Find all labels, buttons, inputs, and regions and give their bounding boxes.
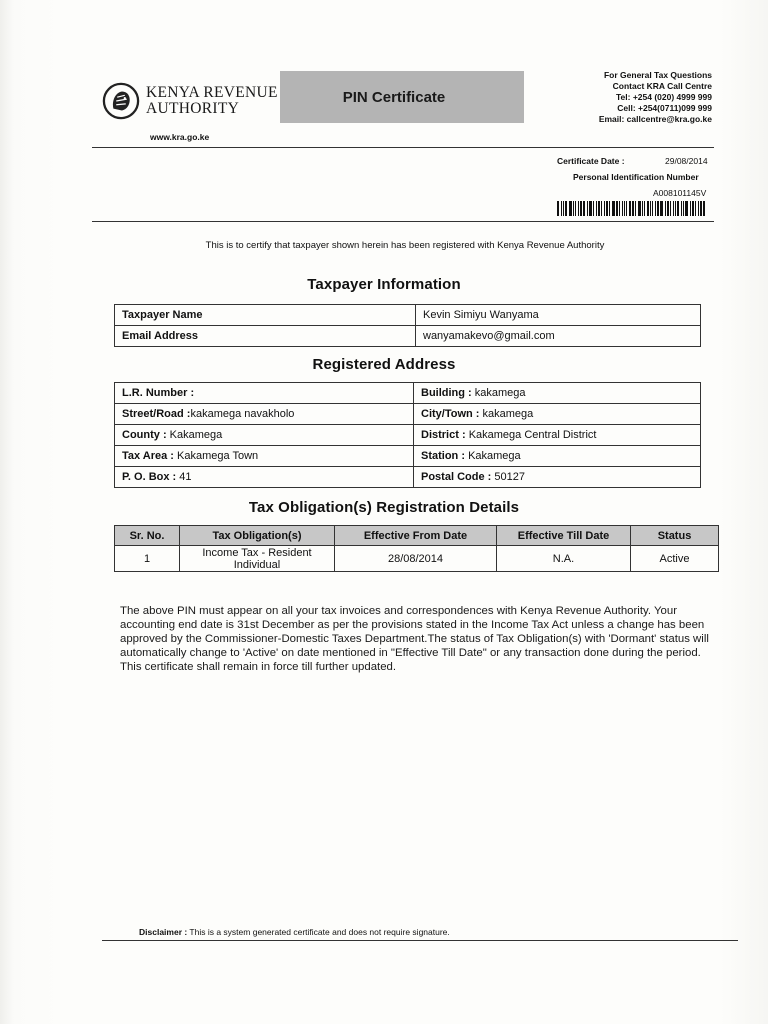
barcode-bar (598, 201, 600, 216)
district-cell (414, 425, 701, 446)
station-label: Station : (421, 450, 465, 462)
intro-text-content: This is to certify that taxpayer shown herein has been registered with Kenya Revenue Authority (205, 240, 605, 251)
barcode-bar (619, 201, 620, 216)
barcode-bar (557, 201, 559, 216)
barcode-bar (673, 201, 674, 216)
lion-emblem-icon (102, 82, 140, 120)
barcode-bar (604, 201, 605, 216)
table-row (115, 467, 701, 488)
barcode-bar (644, 201, 645, 216)
postal-code-label: Postal Code : (421, 471, 492, 483)
barcode-bar (569, 201, 572, 216)
barcode-bar (700, 201, 702, 216)
barcode-bar (660, 201, 663, 216)
email-label: Email Address (115, 326, 416, 347)
barcode-bar (606, 201, 608, 216)
table-row (115, 425, 701, 446)
barcode-bar (677, 201, 679, 216)
table-row (115, 383, 701, 404)
org-name-line1: KENYA REVENUE (146, 84, 278, 101)
county-value: Kakamega (169, 429, 223, 441)
address-table (114, 382, 701, 488)
barcode-bar (683, 201, 684, 216)
page-title: PIN Certificate (342, 88, 446, 106)
effective-from-cell: 28/08/2014 (335, 546, 497, 572)
barcode-bar (657, 201, 659, 216)
station-value: Kakamega (468, 450, 521, 462)
barcode-bar (612, 201, 615, 216)
contact-line: Contact KRA Call Centre (612, 81, 712, 91)
email-value: wanyamakevo@gmail.com (416, 326, 701, 347)
tax-area-cell (115, 446, 414, 467)
meta-divider (92, 221, 714, 222)
lr-number-cell (115, 383, 414, 404)
disclaimer-label: Disclaimer : (139, 927, 188, 937)
building-label: Building : (421, 387, 472, 399)
barcode-bar (573, 201, 574, 216)
station-cell (414, 446, 701, 467)
pin-label: Personal Identification Number (573, 172, 699, 182)
city-value: kakamega (482, 408, 534, 420)
po-box-value: 41 (179, 471, 192, 483)
barcode-bar (695, 201, 696, 216)
tax-area-value: Kakamega Town (177, 450, 259, 462)
taxpayer-name-value: Kevin Simiyu Wanyama (416, 305, 701, 326)
po-box-label: P. O. Box : (122, 471, 177, 483)
barcode-bar (593, 201, 594, 216)
county-label: County : (122, 429, 167, 441)
barcode-bar (665, 201, 666, 216)
barcode-bar (578, 201, 579, 216)
po-box-cell (115, 467, 414, 488)
column-header: Effective From Date (335, 526, 497, 546)
barcode-bar (626, 201, 627, 216)
building-value: kakamega (474, 387, 526, 399)
contact-line: For General Tax Questions (603, 70, 712, 80)
barcode-bar (601, 201, 602, 216)
disclaimer (139, 927, 450, 937)
barcode-bar (635, 201, 636, 216)
barcode-bar (685, 201, 688, 216)
table-row (115, 546, 719, 572)
district-value: Kakamega Central District (468, 429, 597, 441)
taxpayer-name-label: Taxpayer Name (115, 305, 416, 326)
taxpayer-heading: Taxpayer Information (307, 276, 461, 293)
table-row (115, 305, 701, 326)
district-label: District : (421, 429, 466, 441)
barcode-bar (690, 201, 691, 216)
street-label: Street/Road : (122, 408, 191, 420)
barcode-bar (632, 201, 634, 216)
table-row (115, 326, 701, 347)
barcode (557, 201, 709, 216)
table-row (115, 404, 701, 425)
disclaimer-text: This is a system generated certificate and does not require signature. (189, 927, 450, 937)
table-row (115, 446, 701, 467)
barcode-bar (609, 201, 610, 216)
barcode-bar (589, 201, 592, 216)
column-header: Tax Obligation(s) (180, 526, 335, 546)
barcode-bar (563, 201, 564, 216)
sr-no-cell: 1 (115, 546, 180, 572)
lr-number-label: L.R. Number : (122, 387, 195, 399)
obligations-table (114, 525, 719, 572)
title-banner (280, 71, 524, 123)
tax-area-label: Tax Area : (122, 450, 174, 462)
column-header: Sr. No. (115, 526, 180, 546)
barcode-bar (629, 201, 631, 216)
barcode-bar (698, 201, 699, 216)
street-value: kakamega navakholo (190, 408, 295, 420)
barcode-bar (675, 201, 676, 216)
header-divider (92, 147, 714, 148)
barcode-bar (616, 201, 618, 216)
building-cell (414, 383, 701, 404)
column-header: Status (631, 526, 719, 546)
address-heading: Registered Address (312, 356, 456, 373)
barcode-bar (647, 201, 649, 216)
contact-line: Cell: +254(0711)099 999 (617, 103, 712, 113)
pin-value: A008101145V (653, 188, 707, 198)
barcode-bar (652, 201, 653, 216)
column-header: Effective Till Date (497, 526, 631, 546)
website-link[interactable]: www.kra.go.ke (150, 132, 210, 142)
barcode-bar (667, 201, 669, 216)
barcode-bar (692, 201, 694, 216)
status-cell: Active (631, 546, 719, 572)
contact-block (599, 70, 712, 125)
terms-paragraph: The above PIN must appear on all your tax invoices and correspondences with Kenya Revenue Authority. Your accounting end date is 31st December as per the provisions stated in the Income Tax Act unless a change has been approved by the Commissioner-Domestic Taxes Department.The status of Tax Obligation(s) with 'Dormant' status will automatically change to 'Active' on date mentioned in "Effective Till Date" or any transaction done during the period. This certificate shall remain in force till further updated. (120, 605, 709, 673)
barcode-bar (596, 201, 597, 216)
barcode-bar (624, 201, 625, 216)
barcode-bar (670, 201, 671, 216)
barcode-bar (583, 201, 585, 216)
org-name (146, 85, 278, 117)
postal-code-cell (414, 467, 701, 488)
street-cell (115, 404, 414, 425)
contact-line: Tel: +254 (020) 4999 999 (615, 92, 712, 102)
barcode-bar (587, 201, 588, 216)
table-header-row (115, 526, 719, 546)
city-label: City/Town : (421, 408, 480, 420)
contact-email[interactable]: Email: callcentre@kra.go.ke (598, 114, 712, 124)
taxpayer-table (114, 304, 701, 347)
city-cell (414, 404, 701, 425)
intro-text (0, 240, 768, 251)
barcode-bar (565, 201, 567, 216)
barcode-bar (703, 201, 705, 216)
certificate-date-value: 29/08/2014 (665, 156, 708, 166)
barcode-bar (575, 201, 576, 216)
barcode-bar (622, 201, 623, 216)
barcode-bar (655, 201, 656, 216)
tax-obligation-cell: Income Tax - Resident Individual (180, 546, 335, 572)
barcode-bar (561, 201, 562, 216)
kra-logo (102, 80, 292, 124)
footer-divider (102, 940, 738, 941)
barcode-bar (650, 201, 651, 216)
county-cell (115, 425, 414, 446)
barcode-bar (681, 201, 682, 216)
effective-till-cell: N.A. (497, 546, 631, 572)
org-name-line2: AUTHORITY (146, 100, 240, 117)
obligations-heading: Tax Obligation(s) Registration Details (248, 499, 520, 516)
barcode-bar (638, 201, 641, 216)
postal-code-value: 50127 (494, 471, 525, 483)
barcode-bar (642, 201, 643, 216)
barcode-bar (580, 201, 582, 216)
certificate-date-label: Certificate Date : (557, 156, 625, 166)
